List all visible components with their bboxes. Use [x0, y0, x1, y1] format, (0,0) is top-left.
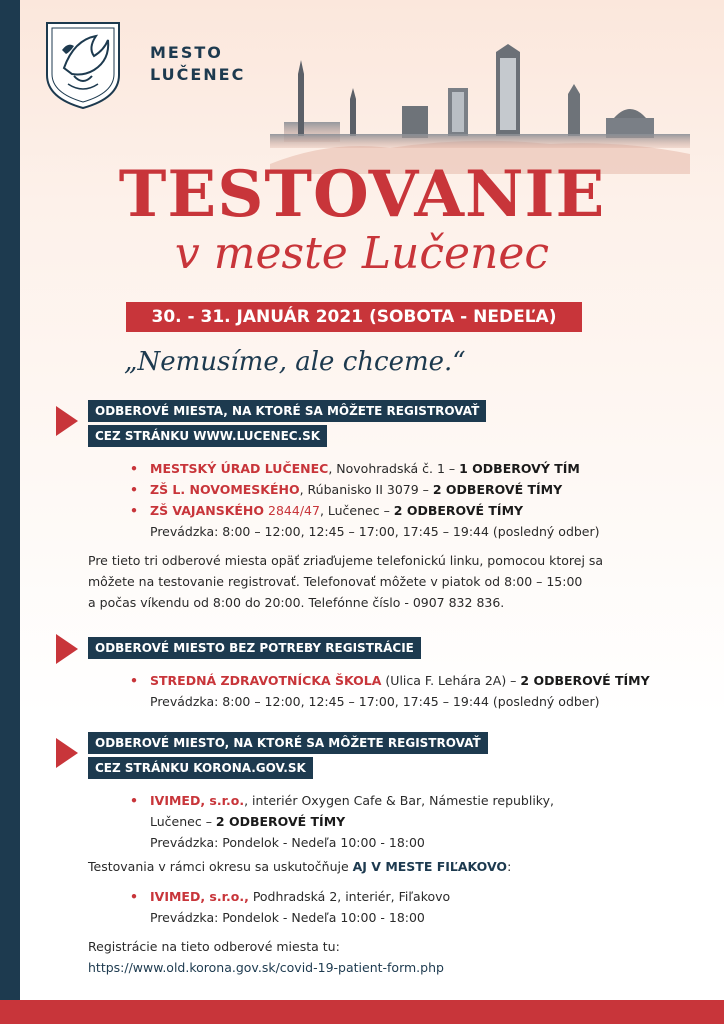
list-item [130, 886, 700, 928]
list-item [130, 790, 700, 853]
district-prefix: Testovania v rámci okresu sa uskutočňuje [88, 859, 353, 874]
pelican-crest-icon [44, 20, 122, 110]
note-line: a počas víkendu od 8:00 do 20:00. Telefónne číslo - 0907 832 836. [88, 595, 505, 610]
left-accent-bar [0, 0, 20, 1000]
site-name: IVIMED, s.r.o. [150, 793, 245, 808]
section3-list-2 [130, 886, 700, 928]
opening-hours: Prevádzka: Pondelok - Nedeľa 10:00 - 18:00 [150, 835, 425, 850]
town-name [150, 42, 245, 86]
bullet-icon: • [130, 889, 138, 904]
triangle-arrow-icon [56, 406, 78, 436]
section2-list [130, 670, 700, 712]
site-address: Podhradská 2, interiér, Fiľakovo [248, 889, 451, 904]
site-teams: 2 ODBEROVÉ TÍMY [432, 482, 563, 497]
list-item [130, 479, 700, 500]
site-address: , Rúbanisko II 3079 – [299, 482, 433, 497]
bullet-icon: • [130, 482, 138, 497]
site-address: , interiér Oxygen Cafe & Bar, Námestie republiky, [244, 793, 554, 808]
site-teams: 1 ODBEROVÝ TÍM [459, 461, 580, 476]
section1-label-line1: ODBEROVÉ MIESTA, NA KTORÉ SA MÔŽETE REGISTROVAŤ [88, 400, 486, 422]
city-skyline-icon [270, 44, 690, 174]
bottom-accent-bar [0, 1000, 724, 1024]
site-name: ZŠ VAJANSKÉHO [150, 503, 265, 518]
subtitle: v meste Lučenec [174, 228, 550, 279]
site-name: ZŠ L. NOVOMESKÉHO [150, 482, 300, 497]
bullet-icon: • [130, 673, 138, 688]
opening-hours: Prevádzka: 8:00 – 12:00, 12:45 – 17:00, 17:45 – 19:44 (posledný odber) [150, 524, 600, 539]
registration-text: Registrácie na tieto odberové miesta tu: [88, 939, 340, 954]
site-address: , Lučenec – [319, 503, 394, 518]
site-name: STREDNÁ ZDRAVOTNÍCKA ŠKOLA [150, 673, 382, 688]
section2-label: ODBEROVÉ MIESTO BEZ POTREBY REGISTRÁCIE [88, 637, 421, 659]
district-highlight: AJ V MESTE FIĽAKOVO [352, 859, 508, 874]
site-address: , Novohradská č. 1 – [328, 461, 460, 476]
list-item [130, 458, 700, 479]
bullet-icon: • [130, 461, 138, 476]
district-line [88, 856, 688, 877]
triangle-arrow-icon [56, 738, 78, 768]
section3-label-line2: CEZ STRÁNKU KORONA.GOV.SK [88, 757, 313, 779]
opening-hours: Prevádzka: Pondelok - Nedeľa 10:00 - 18:00 [150, 910, 425, 925]
triangle-arrow-icon [56, 634, 78, 664]
site-teams: 2 ODBEROVÉ TÍMY [520, 673, 650, 688]
site-name: MESTSKÝ ÚRAD LUČENEC [150, 461, 329, 476]
town-name-line1: MESTO [150, 43, 223, 62]
registration-note [88, 936, 688, 978]
section1-list [130, 458, 700, 542]
town-name-line2: LUČENEC [150, 65, 246, 84]
main-title: TESTOVANIE [118, 157, 606, 232]
section3-label-line1: ODBEROVÉ MIESTO, NA KTORÉ SA MÔŽETE REGISTROVAŤ [88, 732, 488, 754]
section1-label-line2: CEZ STRÁNKU WWW.LUCENEC.SK [88, 425, 327, 447]
list-item [130, 500, 700, 542]
note-line: Pre tieto tri odberové miesta opäť zriaďujeme telefonickú linku, pomocou ktorej sa [88, 553, 604, 568]
site-address: (Ulica F. Lehára 2A) – [381, 673, 521, 688]
site-teams: 2 ODBEROVÉ TÍMY [215, 814, 346, 829]
site-name: IVIMED, s.r.o., [150, 889, 249, 904]
district-note [88, 856, 688, 877]
motto: „Nemusíme, ale chceme.“ [124, 347, 466, 377]
list-item [130, 670, 700, 712]
registration-link[interactable]: https://www.old.korona.gov.sk/covid-19-patient-form.php [88, 960, 444, 975]
district-suffix: : [507, 859, 512, 874]
section3-list-1 [130, 790, 700, 853]
bullet-icon: • [130, 793, 138, 808]
site-teams: 2 ODBEROVÉ TÍMY [393, 503, 524, 518]
note-line: môžete na testovanie registrovať. Telefonovať môžete v piatok od 8:00 – 15:00 [88, 574, 583, 589]
opening-hours: Prevádzka: 8:00 – 12:00, 12:45 – 17:00, 17:45 – 19:44 (posledný odber) [150, 694, 600, 709]
bullet-icon: • [130, 503, 138, 518]
site-number: 2844/47 [264, 503, 320, 518]
date-banner: 30. - 31. JANUÁR 2021 (SOBOTA - NEDEĽA) [126, 302, 582, 332]
site-address2: Lučenec – [150, 814, 216, 829]
site-address-line2 [150, 811, 700, 832]
phone-registration-note [88, 550, 688, 613]
